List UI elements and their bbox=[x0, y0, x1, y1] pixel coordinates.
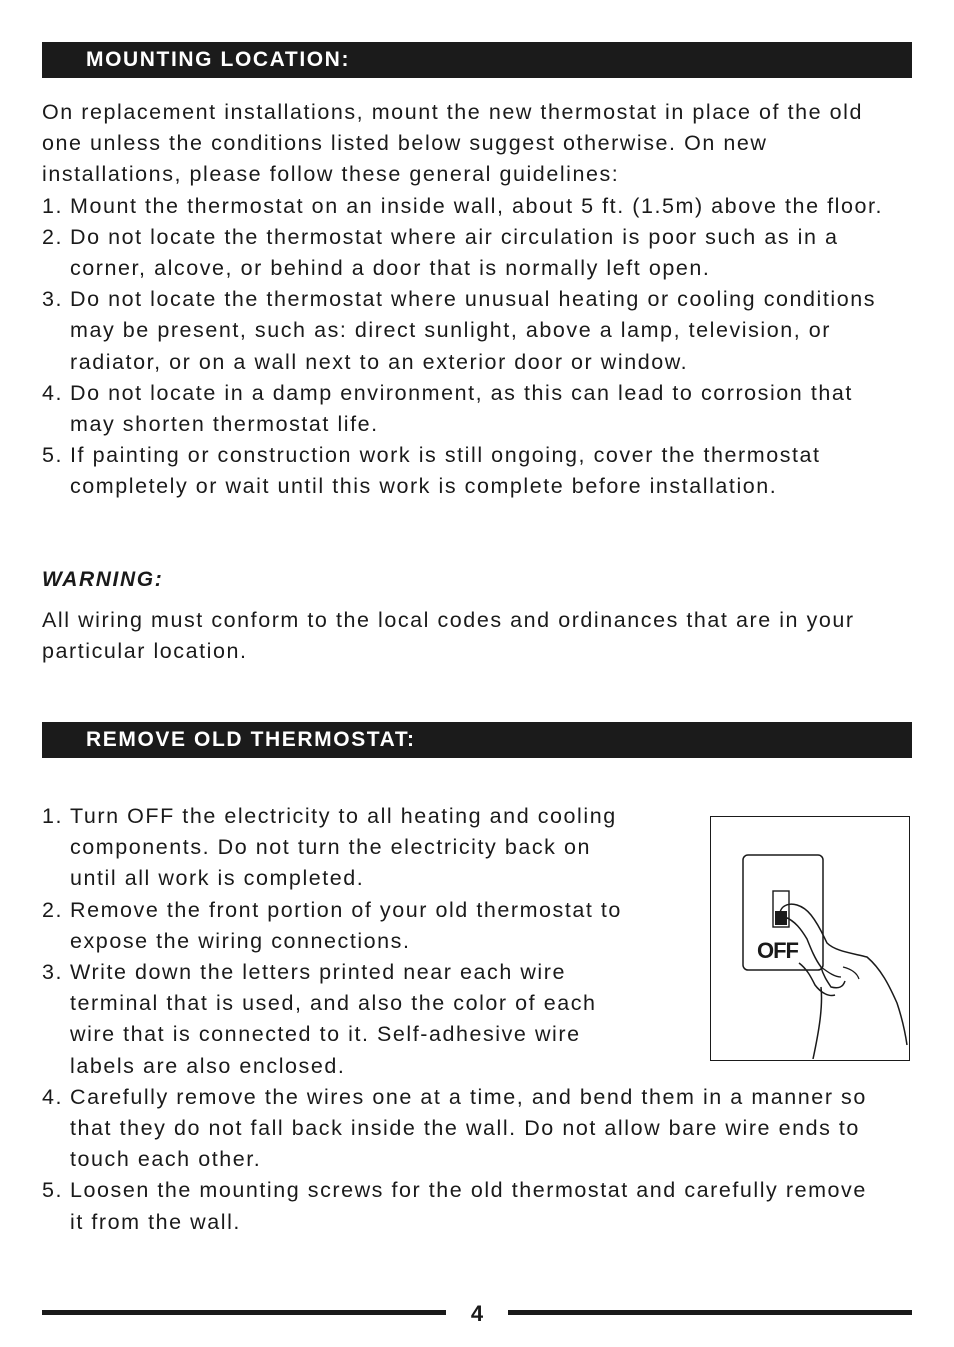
warning-body bbox=[42, 605, 922, 667]
item-line: touch each other. bbox=[70, 1147, 262, 1172]
item-line: If painting or construction work is still ongoing, cover the thermostat bbox=[70, 443, 821, 468]
item-line: Do not locate the thermostat where air circulation is poor such as in a bbox=[70, 224, 839, 249]
item-number: 3. bbox=[42, 287, 64, 312]
item-line: it from the wall. bbox=[70, 1209, 241, 1234]
item-number: 5. bbox=[42, 1178, 64, 1203]
hand-switch-icon bbox=[711, 817, 908, 1059]
list-item bbox=[42, 191, 922, 222]
item-number: 4. bbox=[42, 1084, 64, 1109]
mounting-guidelines-list bbox=[42, 191, 922, 503]
item-line: radiator, or on a wall next to an exterior door or window. bbox=[70, 349, 689, 374]
item-line: Loosen the mounting screws for the old thermostat and carefully remove bbox=[70, 1178, 867, 1203]
footer-rule-left bbox=[42, 1310, 446, 1315]
item-number: 1. bbox=[42, 804, 64, 828]
item-line: Do not locate the thermostat where unusual heating or cooling conditions bbox=[70, 287, 877, 312]
item-number: 2. bbox=[42, 897, 64, 922]
item-line: completely or wait until this work is complete before installation. bbox=[70, 474, 778, 499]
item-line: Mount the thermostat on an inside wall, about 5 ft. (1.5m) above the floor. bbox=[70, 193, 884, 218]
item-number: 5. bbox=[42, 443, 64, 468]
heading-text: MOUNTING LOCATION: bbox=[86, 48, 351, 71]
item-number: 4. bbox=[42, 380, 64, 405]
item-line: Remove the front portion of your old thermostat to bbox=[70, 897, 622, 922]
item-line: terminal that is used, and also the color of each bbox=[70, 991, 597, 1016]
list-item bbox=[42, 378, 922, 440]
item-line: corner, alcove, or behind a door that is normally left open. bbox=[70, 256, 711, 281]
item-line: that they do not fall back inside the wall. Do not allow bare wire ends to bbox=[70, 1116, 860, 1141]
mounting-location-body bbox=[42, 97, 922, 503]
item-line: may shorten thermostat life. bbox=[70, 412, 379, 437]
section-heading-mounting-location bbox=[42, 42, 912, 78]
intro-line: one unless the conditions listed below suggest otherwise. On new bbox=[42, 131, 768, 156]
list-item bbox=[42, 222, 922, 284]
list-item bbox=[42, 284, 922, 378]
list-item bbox=[42, 440, 922, 502]
item-line: Turn OFF the electricity to all heating and cooling bbox=[70, 804, 617, 828]
off-label: OFF bbox=[757, 938, 798, 963]
list-item bbox=[42, 1082, 922, 1176]
item-line: Do not locate in a damp environment, as this can lead to corrosion that bbox=[70, 380, 853, 405]
footer-rule-right bbox=[508, 1310, 912, 1315]
item-line: components. Do not turn the electricity back on bbox=[70, 835, 592, 860]
item-line: may be present, such as: direct sunlight, above a lamp, television, or bbox=[70, 318, 832, 343]
item-line: Carefully remove the wires one at a time, and bend them in a manner so bbox=[70, 1084, 867, 1109]
section-heading-remove-old-thermostat bbox=[42, 722, 912, 758]
warning-line: All wiring must conform to the local codes and ordinances that are in your bbox=[42, 608, 855, 632]
item-number: 2. bbox=[42, 224, 64, 249]
item-number: 1. bbox=[42, 193, 64, 218]
page-number: 4 bbox=[470, 1301, 484, 1326]
item-line: wire that is connected to it. Self-adhesive wire bbox=[70, 1022, 581, 1047]
item-line: Write down the letters printed near each wire bbox=[70, 960, 566, 985]
item-line: until all work is completed. bbox=[70, 866, 365, 891]
warning-line: particular location. bbox=[42, 639, 248, 664]
item-number: 3. bbox=[42, 960, 64, 985]
item-line: expose the wiring connections. bbox=[70, 928, 411, 953]
heading-text: REMOVE OLD THERMOSTAT: bbox=[86, 728, 416, 751]
light-switch-illustration bbox=[710, 816, 910, 1061]
list-item bbox=[42, 1175, 922, 1237]
warning-heading: WARNING: bbox=[42, 568, 164, 591]
intro-line: On replacement installations, mount the new thermostat in place of the old bbox=[42, 100, 864, 124]
intro-line: installations, please follow these general guidelines: bbox=[42, 162, 620, 187]
item-line: labels are also enclosed. bbox=[70, 1053, 346, 1078]
